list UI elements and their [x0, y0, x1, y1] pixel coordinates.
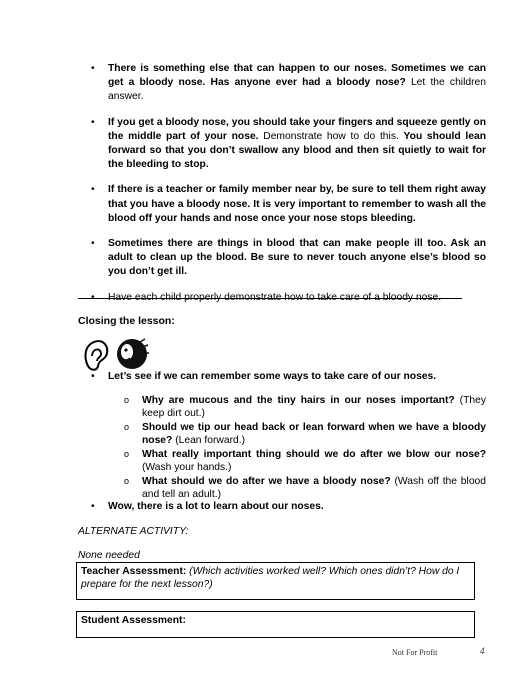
- sub-bullet-marker: o: [124, 395, 130, 406]
- closing-main-bullet: Let’s see if we can remember some ways to take care of our noses.: [108, 371, 437, 382]
- list-item: [78, 237, 486, 280]
- bullet-normal-text: Have each child properly demonstrate how to take care of a bloody nose.: [108, 291, 442, 303]
- list-item: [108, 421, 486, 447]
- answer-text: (Lean forward.): [172, 435, 246, 447]
- list-item: [78, 183, 486, 226]
- bullet-marker: •: [91, 501, 95, 512]
- ear-icon: [86, 341, 108, 370]
- alternate-activity-title: ALTERNATE ACTIVITY:: [78, 526, 189, 537]
- list-item: [78, 62, 486, 105]
- sub-bullet-marker: o: [124, 476, 130, 487]
- answer-text: (Wash your hands.): [142, 462, 232, 474]
- answer-text: (They keep dirt out.): [142, 395, 486, 420]
- bullet-bold-text: There is something else that can happen to our noses. Sometimes we can get a bloody nose. Has anyone ever had a bloody nose?: [108, 63, 486, 89]
- list-item: [108, 448, 486, 474]
- teacher-assessment-label: Teacher Assessment:: [81, 566, 187, 577]
- bullet-marker: •: [91, 63, 95, 74]
- list-item: [78, 116, 486, 173]
- question-text: Why are mucous and the tiny hairs in our noses important?: [142, 395, 455, 407]
- lesson-icons: [82, 336, 154, 374]
- student-assessment-box: [76, 611, 475, 638]
- final-bullet: [78, 500, 486, 514]
- question-text: What really important thing should we do after we blow our nose?: [142, 449, 486, 461]
- student-assessment-label: Student Assessment:: [81, 615, 186, 626]
- list-item: [108, 394, 486, 420]
- bullet-bold-text: If you get a bloody nose, you should take your fingers and squeeze gently on the middle part of your nose.: [108, 116, 486, 142]
- bullet-marker: •: [91, 238, 95, 250]
- list-item: [108, 475, 486, 501]
- talking-head-icon: [117, 339, 149, 369]
- teacher-assessment-prompt: (Which activities worked well? Which ones didn’t? How do I prepare for the next lesson?): [81, 566, 460, 590]
- sub-bullet-marker: o: [124, 422, 130, 433]
- bullet-bold-text: Sometimes there are things in blood that can make people ill too. Ask an adult to clean up the blood. Be sure to never touch anyone else’s blood so you don’t get ill.: [108, 238, 486, 278]
- teacher-assessment-box: [76, 562, 475, 600]
- answer-text: (Wash off the blood and tell an adult.): [142, 476, 486, 501]
- footer-text: Not For Profit: [392, 648, 438, 657]
- question-text: Should we tip our head back or lean forward when we have a bloody nose?: [142, 422, 486, 447]
- closing-bullet-list: [78, 370, 486, 502]
- bullet-bold-text: If there is a teacher or family member near by, be sure to tell them right away that you have a bloody nose. It is very important to remember to wash all the blood off your hands and nose once your nose stops bleeding.: [108, 184, 486, 224]
- bullet-marker: •: [91, 291, 95, 303]
- bullet-bold-text-2: You should lean forward so that you don’t swallow any blood and then sit quietly to wait for the bleeding to stop.: [108, 130, 486, 171]
- bullet-marker: •: [91, 116, 95, 128]
- sub-bullet-marker: o: [124, 449, 130, 460]
- bullet-marker: •: [91, 184, 95, 196]
- question-text: What should we do after we have a bloody nose?: [142, 476, 391, 488]
- lesson-bullet-list: [78, 62, 486, 316]
- final-bullet-text: Wow, there is a lot to learn about our noses.: [108, 501, 324, 512]
- alternate-activity-text: None needed: [78, 550, 140, 561]
- section-divider: [78, 298, 462, 299]
- closing-title: Closing the lesson:: [78, 315, 175, 327]
- bullet-normal-text: Let the children answer.: [108, 77, 486, 103]
- page-number: 4: [480, 646, 485, 656]
- bullet-normal-text: Demonstrate how to do this.: [258, 130, 404, 142]
- review-question-list: [108, 394, 486, 501]
- list-item: [78, 370, 486, 501]
- bullet-marker: •: [91, 371, 95, 382]
